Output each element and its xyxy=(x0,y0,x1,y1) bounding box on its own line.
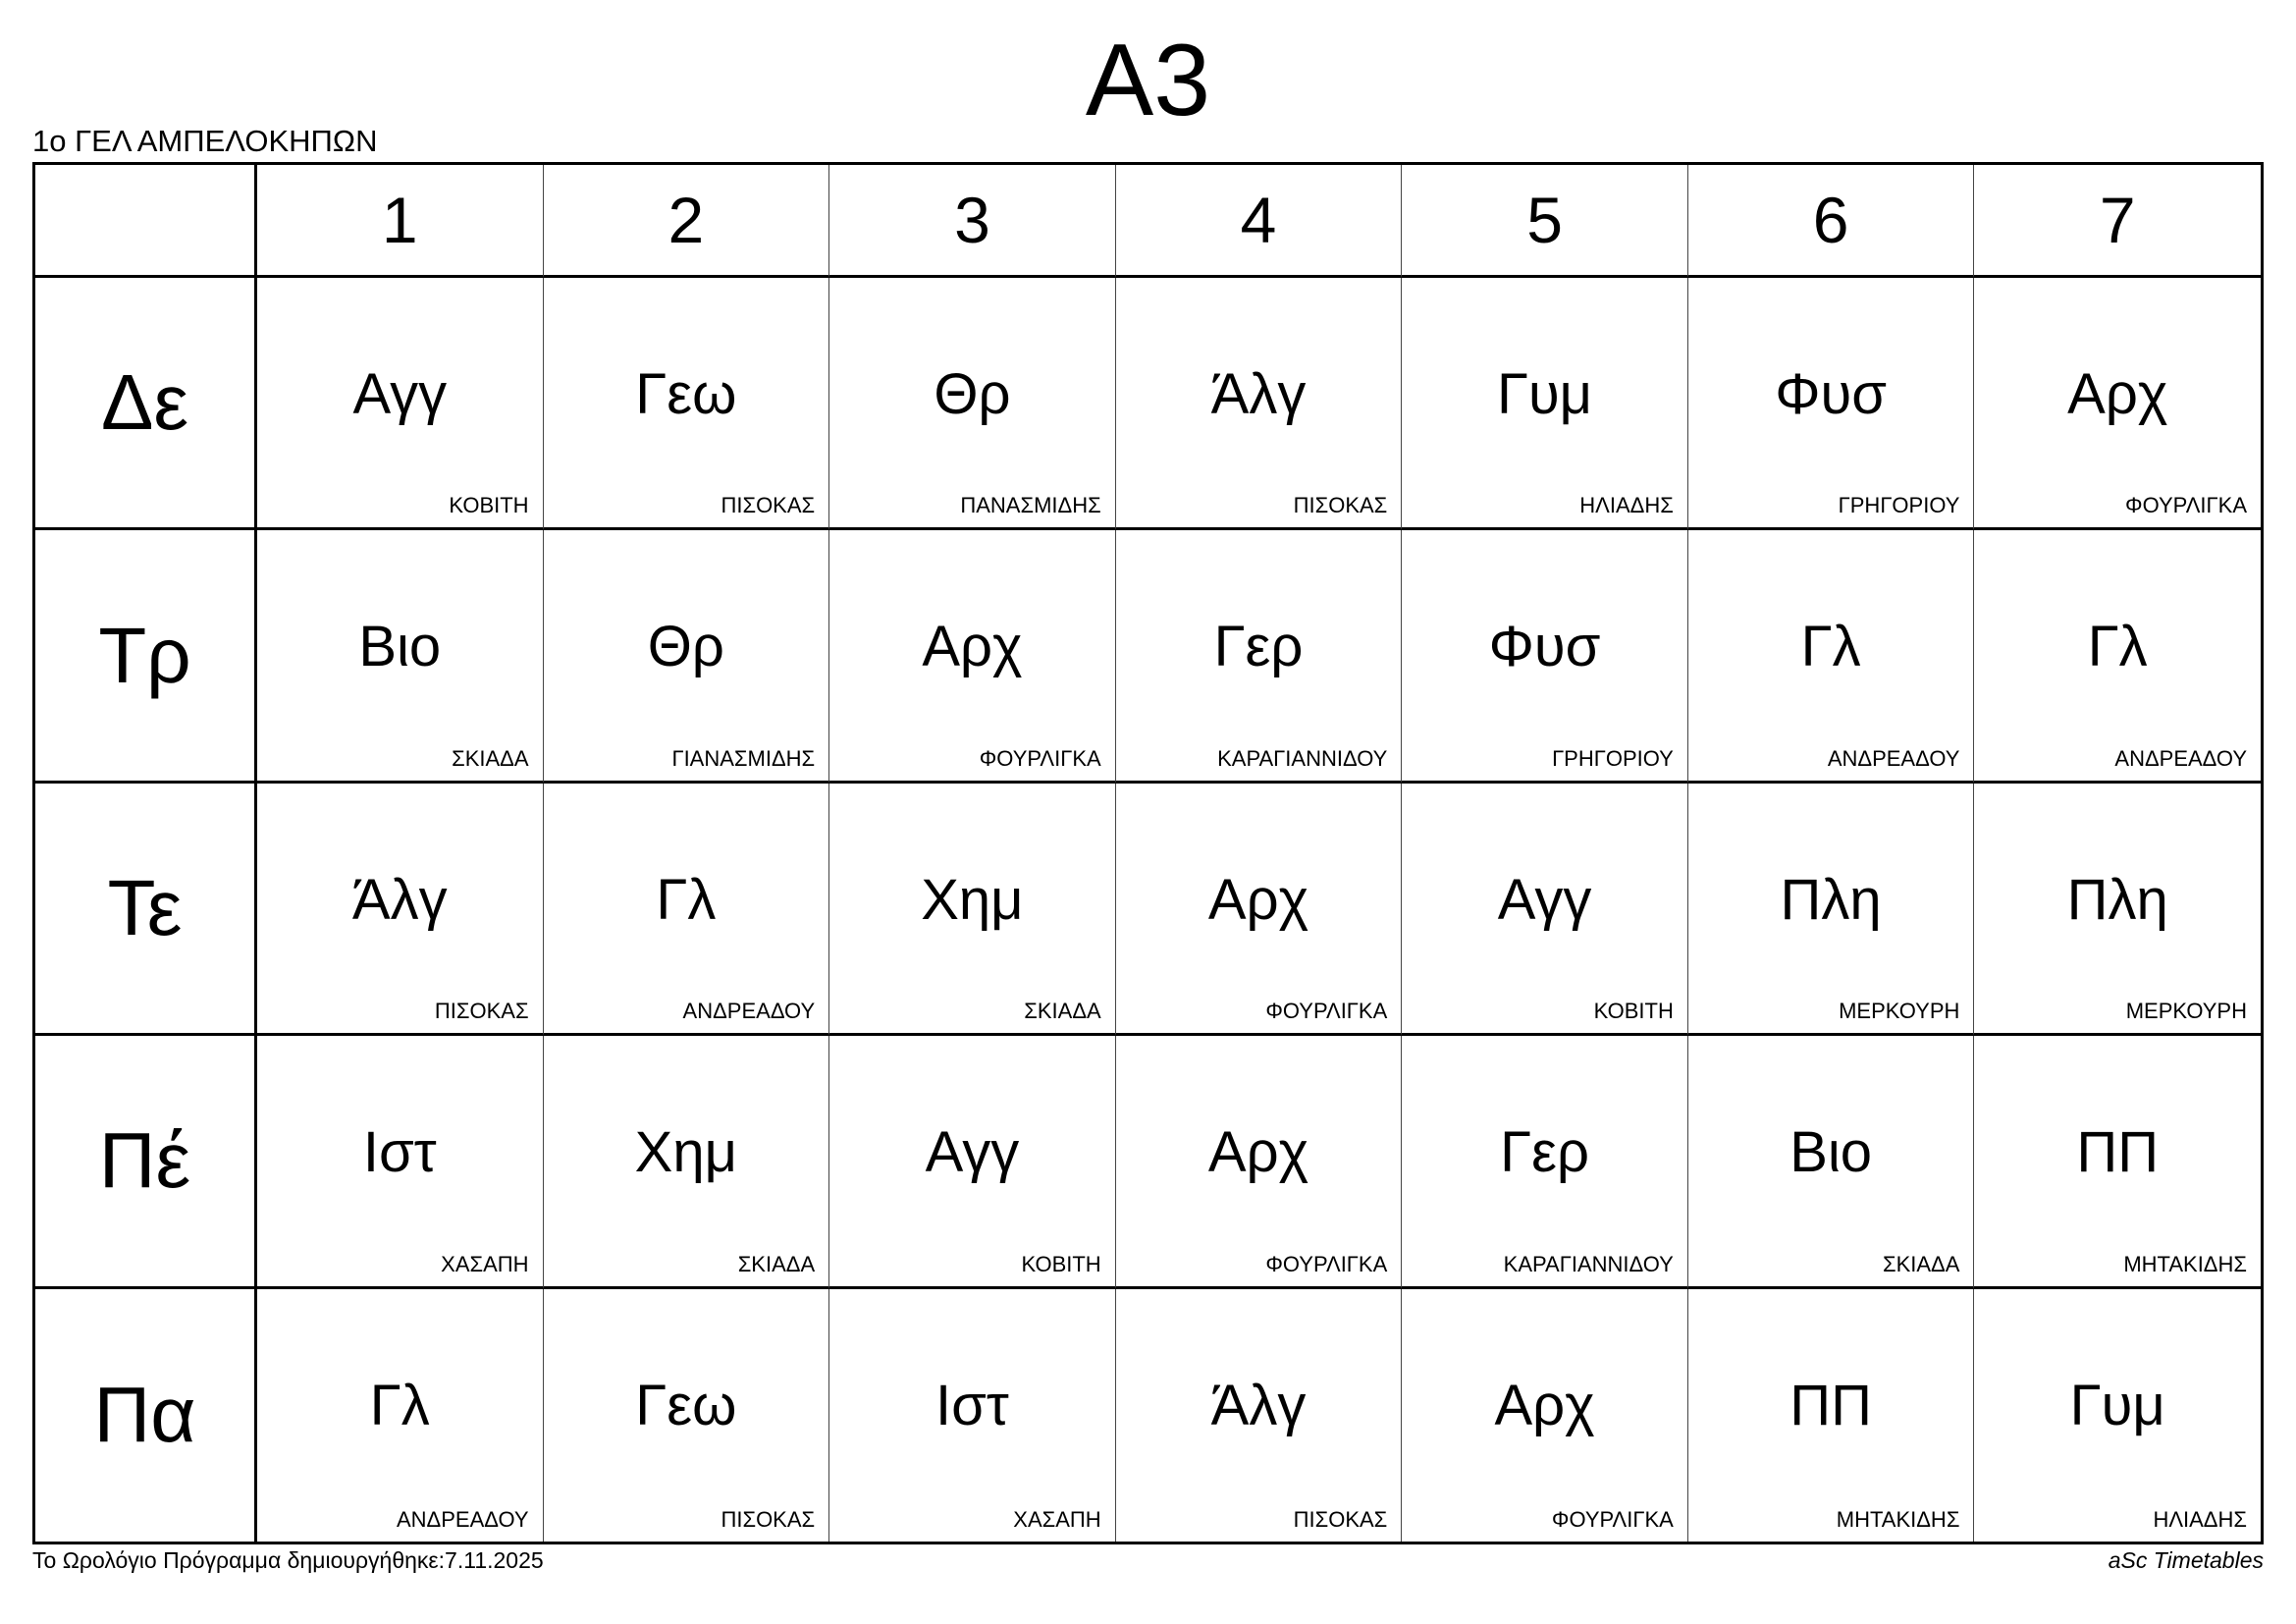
subject-label: Αρχ xyxy=(1494,1373,1595,1437)
lesson-cell xyxy=(1974,278,2261,530)
teacher-label: ΓΡΗΓΟΡΙΟΥ xyxy=(1552,745,1674,771)
subject-label: Γερ xyxy=(1500,1120,1589,1185)
lesson-cell xyxy=(257,530,544,783)
teacher-label: ΚΟΒΙΤΗ xyxy=(1593,999,1674,1024)
lesson-cell xyxy=(829,278,1116,530)
subject-label: Θρ xyxy=(934,362,1011,426)
teacher-label: ΜΗΤΑΚΙΔΗΣ xyxy=(1836,1506,1960,1532)
subject-label: Φυσ xyxy=(1775,362,1888,426)
subject-label: Γλ xyxy=(2087,615,2148,679)
teacher-label: ΣΚΙΑΔΑ xyxy=(1882,1251,1960,1276)
corner-cell xyxy=(35,165,257,278)
teacher-label: ΚΑΡΑΓΙΑΝΝΙΔΟΥ xyxy=(1217,745,1388,771)
teacher-label: ΠΙΣΟΚΑΣ xyxy=(721,1506,816,1532)
period-header: 3 xyxy=(829,165,1116,278)
lesson-cell xyxy=(829,1289,1116,1542)
lesson-cell xyxy=(1116,784,1403,1036)
lesson-cell xyxy=(1974,1036,2261,1288)
subject-label: Πλη xyxy=(2066,867,2168,932)
teacher-label: ΓΙΑΝΑΣΜΙΔΗΣ xyxy=(671,745,816,771)
period-header: 1 xyxy=(257,165,544,278)
subject-label: Άλγ xyxy=(1210,362,1307,426)
teacher-label: ΗΛΙΑΔΗΣ xyxy=(2153,1506,2247,1532)
lesson-cell xyxy=(544,530,830,783)
lesson-cell xyxy=(1402,1289,1688,1542)
lesson-cell xyxy=(829,784,1116,1036)
teacher-label: ΦΟΥΡΛΙΓΚΑ xyxy=(2125,493,2247,518)
teacher-label: ΚΑΡΑΓΙΑΝΝΙΔΟΥ xyxy=(1503,1251,1674,1276)
day-label: Τε xyxy=(35,784,257,1036)
subject-label: Γλ xyxy=(1800,615,1861,679)
teacher-label: ΜΕΡΚΟΥΡΗ xyxy=(2125,999,2247,1024)
subject-label: Πλη xyxy=(1780,867,1882,932)
lesson-cell xyxy=(1402,1036,1688,1288)
page-title: Α3 xyxy=(1085,24,1211,137)
lesson-cell xyxy=(1116,278,1403,530)
subject-label: Χημ xyxy=(634,1120,738,1185)
teacher-label: ΠΙΣΟΚΑΣ xyxy=(1293,1506,1388,1532)
teacher-label: ΚΟΒΙΤΗ xyxy=(1021,1251,1101,1276)
subject-label: Φυσ xyxy=(1488,615,1601,679)
teacher-label: ΑΝΔΡΕΑΔΟΥ xyxy=(682,999,816,1024)
lesson-cell xyxy=(1974,1289,2261,1542)
lesson-cell xyxy=(1402,784,1688,1036)
subject-label: Ιστ xyxy=(362,1120,437,1185)
lesson-cell xyxy=(1688,1036,1975,1288)
lesson-cell xyxy=(257,1289,544,1542)
period-header: 4 xyxy=(1116,165,1403,278)
lesson-cell xyxy=(1116,1289,1403,1542)
subject-label: Χημ xyxy=(921,867,1024,932)
lesson-cell xyxy=(1974,530,2261,783)
period-header: 7 xyxy=(1974,165,2261,278)
subject-label: Αγγ xyxy=(1497,867,1592,932)
day-label: Τρ xyxy=(35,530,257,783)
teacher-label: ΣΚΙΑΔΑ xyxy=(737,1251,816,1276)
lesson-cell xyxy=(257,1036,544,1288)
school-name: 1ο ΓΕΛ ΑΜΠΕΛΟΚΗΠΩΝ xyxy=(32,124,378,158)
teacher-label: ΠΙΣΟΚΑΣ xyxy=(1293,493,1388,518)
subject-label: Άλγ xyxy=(351,867,448,932)
lesson-cell xyxy=(1402,278,1688,530)
lesson-cell xyxy=(1688,530,1975,783)
subject-label: Αγγ xyxy=(925,1120,1020,1185)
teacher-label: ΦΟΥΡΛΙΓΚΑ xyxy=(979,745,1101,771)
teacher-label: ΑΝΔΡΕΑΔΟΥ xyxy=(396,1506,529,1532)
lesson-cell xyxy=(544,1289,830,1542)
period-header: 2 xyxy=(544,165,830,278)
day-label: Πα xyxy=(35,1289,257,1542)
teacher-label: ΠΙΣΟΚΑΣ xyxy=(721,493,816,518)
subject-label: ΠΠ xyxy=(1789,1373,1873,1437)
subject-label: Γεω xyxy=(635,362,737,426)
subject-label: Αρχ xyxy=(1207,867,1309,932)
brand-label: aSc Timetables xyxy=(2108,1547,2264,1573)
teacher-label: ΜΗΤΑΚΙΔΗΣ xyxy=(2123,1251,2247,1276)
lesson-cell xyxy=(1688,278,1975,530)
lesson-cell xyxy=(544,278,830,530)
lesson-cell xyxy=(1688,784,1975,1036)
lesson-cell xyxy=(544,1036,830,1288)
teacher-label: ΓΡΗΓΟΡΙΟΥ xyxy=(1838,493,1960,518)
subject-label: Αρχ xyxy=(1207,1120,1309,1185)
lesson-cell xyxy=(544,784,830,1036)
teacher-label: ΚΟΒΙΤΗ xyxy=(449,493,529,518)
teacher-label: ΠΑΝΑΣΜΙΔΗΣ xyxy=(960,493,1101,518)
lesson-cell xyxy=(1116,1036,1403,1288)
subject-label: Γλ xyxy=(369,1373,430,1437)
period-header: 6 xyxy=(1688,165,1975,278)
teacher-label: ΗΛΙΑΔΗΣ xyxy=(1579,493,1674,518)
subject-label: Γεω xyxy=(635,1373,737,1437)
teacher-label: ΧΑΣΑΠΗ xyxy=(1013,1506,1101,1532)
subject-label: Αγγ xyxy=(352,362,448,426)
subject-label: Ιστ xyxy=(935,1373,1009,1437)
teacher-label: ΦΟΥΡΛΙΓΚΑ xyxy=(1265,999,1388,1024)
teacher-label: ΧΑΣΑΠΗ xyxy=(441,1251,529,1276)
teacher-label: ΣΚΙΑΔΑ xyxy=(452,745,529,771)
day-label: Πέ xyxy=(35,1036,257,1288)
subject-label: Αρχ xyxy=(2067,362,2168,426)
period-header: 5 xyxy=(1402,165,1688,278)
subject-label: Θρ xyxy=(647,615,724,679)
teacher-label: ΜΕΡΚΟΥΡΗ xyxy=(1839,999,1960,1024)
subject-label: Γυμ xyxy=(1497,362,1593,426)
lesson-cell xyxy=(257,784,544,1036)
subject-label: Βιο xyxy=(1789,1120,1873,1185)
lesson-cell xyxy=(829,1036,1116,1288)
subject-label: Βιο xyxy=(358,615,442,679)
teacher-label: ΑΝΔΡΕΑΔΟΥ xyxy=(1827,745,1960,771)
teacher-label: ΑΝΔΡΕΑΔΟΥ xyxy=(2114,745,2247,771)
created-date: Το Ωρολόγιο Πρόγραμμα δημιουργήθηκε:7.11.2025 xyxy=(32,1547,544,1573)
subject-label: Αρχ xyxy=(922,615,1023,679)
subject-label: Άλγ xyxy=(1210,1373,1307,1437)
day-label: Δε xyxy=(35,278,257,530)
timetable-grid xyxy=(32,162,2264,1544)
subject-label: Γλ xyxy=(656,867,717,932)
subject-label: ΠΠ xyxy=(2076,1120,2160,1185)
lesson-cell xyxy=(1974,784,2261,1036)
teacher-label: ΣΚΙΑΔΑ xyxy=(1024,999,1101,1024)
subject-label: Γυμ xyxy=(2069,1373,2165,1437)
lesson-cell xyxy=(1402,530,1688,783)
lesson-cell xyxy=(1116,530,1403,783)
teacher-label: ΠΙΣΟΚΑΣ xyxy=(434,999,529,1024)
lesson-cell xyxy=(1688,1289,1975,1542)
teacher-label: ΦΟΥΡΛΙΓΚΑ xyxy=(1551,1506,1674,1532)
subject-label: Γερ xyxy=(1213,615,1304,679)
lesson-cell xyxy=(257,278,544,530)
teacher-label: ΦΟΥΡΛΙΓΚΑ xyxy=(1265,1251,1388,1276)
lesson-cell xyxy=(829,530,1116,783)
